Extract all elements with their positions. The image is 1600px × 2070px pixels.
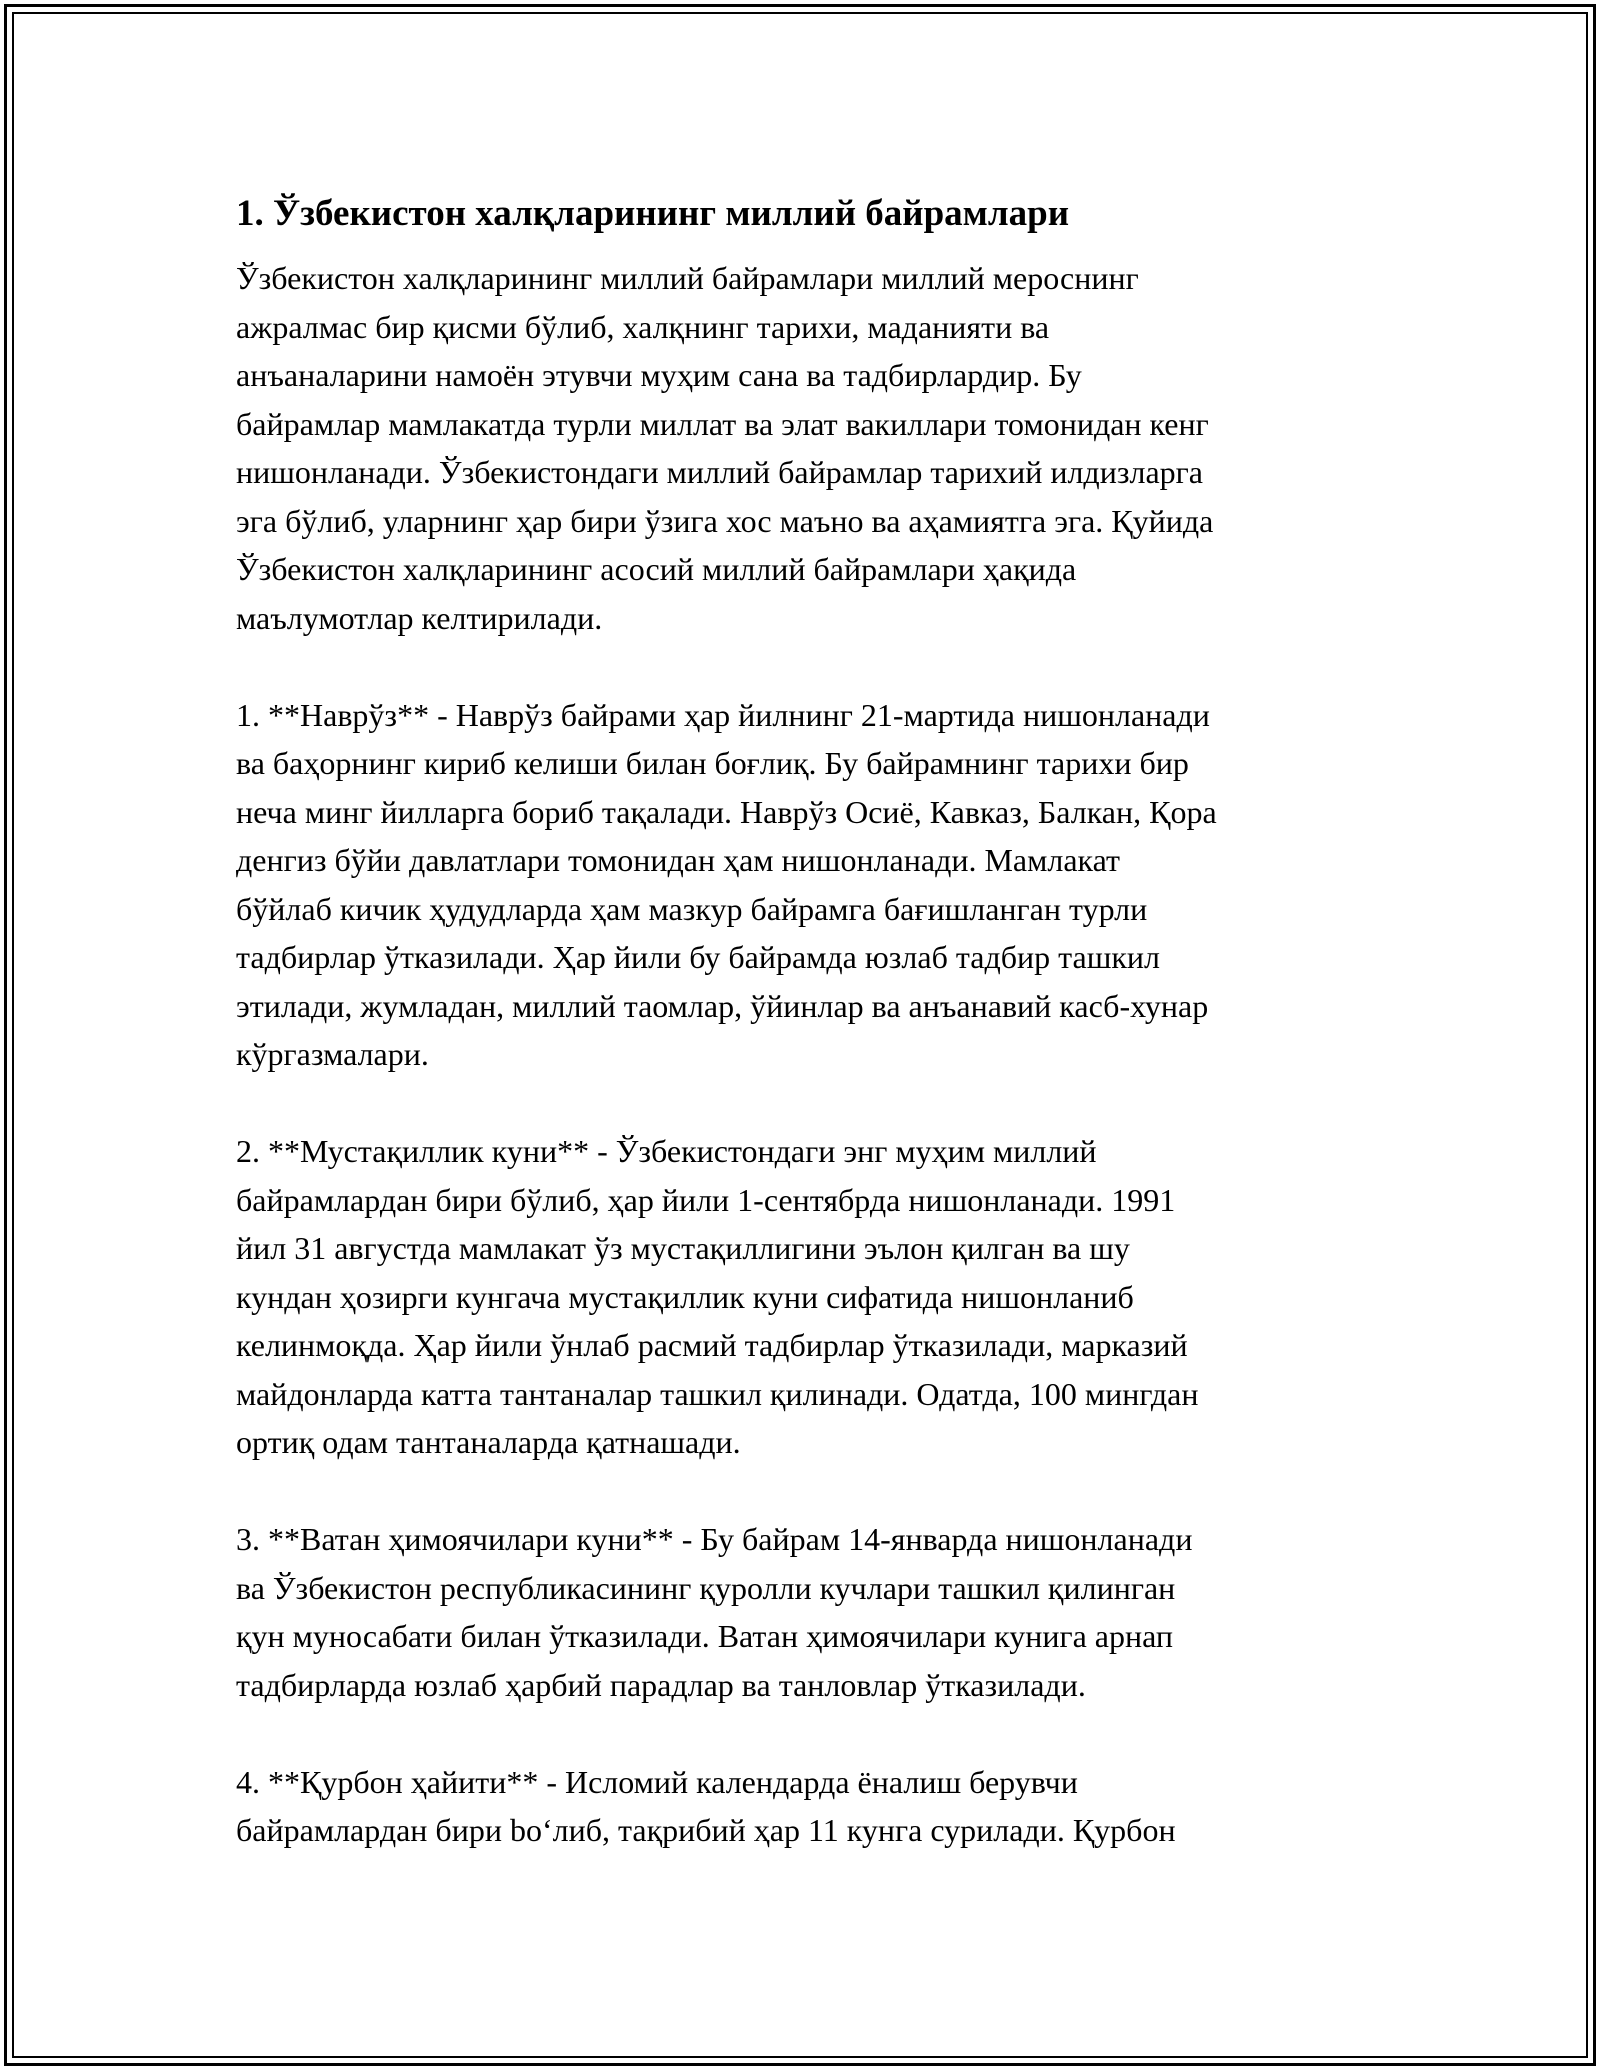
text-line: келинмоқда. Ҳар йили ўнлаб расмий тадбирлар ўтказилади, марказий [236,1327,1188,1363]
text-line: кундан ҳозирги кунгача мустақиллик куни сифатида нишонланиб [236,1278,1134,1315]
document-body [236,186,1366,1903]
text-line: 1. **Наврўз** - Наврўз байрами ҳар йилнинг 21-мартида нишонланади [236,696,1210,733]
text-line: Ўзбекистон халқларининг миллий байрамлари миллий мероснинг [236,260,1139,296]
text-line: анъаналарини намоён этувчи муҳим сана ва тадбирлардир. Бу [236,357,1082,393]
text-line: ва баҳорнинг кириб келиши билан боғлиқ. Бу байрамнинг тарихи бир [236,745,1189,781]
text-line: қун муносабати билан ўтказилади. Ватан ҳимоячилари кунига арнап [236,1618,1174,1654]
text-line: йил 31 августда мамлакат ўз мустақиллигини эълон қилган ва шу [236,1230,1130,1266]
defenders-day-paragraph [236,1515,1366,1709]
text-line: 2. **Мустақиллик куни** - Ўзбекистондаги энг муҳим миллий [236,1133,1097,1169]
text-line: байрамлардан бири бўлиб, ҳар йили 1-сентябрда нишонланади. 1991 [236,1181,1176,1218]
text-line: нишонланади. Ўзбекистондаги миллий байрамлар тарихий илдизларга [236,454,1203,490]
text-line: байрамлардан бири bo‘либ, тақрибий ҳар 11 кунга сурилади. Қурбон [236,1812,1176,1848]
text-line: эга бўлиб, уларнинг ҳар бири ўзига хос маъно ва аҳамиятга эга. Қуйида [236,502,1214,539]
text-line: тадбирларда юзлаб ҳарбий парадлар ва танловлар ўтказилади. [236,1666,1086,1703]
text-line: байрамлар мамлакатда турли миллат ва элат вакиллари томонидан кенг [236,405,1209,442]
text-line: ажралмас бир қисми бўлиб, халқнинг тарихи, маданияти ва [236,308,1050,345]
text-line: Ўзбекистон халқларининг асосий миллий байрамлари ҳақида [236,551,1077,587]
text-line: маълумотлар келтирилади. [236,599,603,636]
text-line: 3. **Ватан ҳимоячилари куни** - Бу байрам 14-январда нишонланади [236,1521,1193,1557]
independence-day-paragraph [236,1127,1366,1467]
kurban-hayit-paragraph [236,1758,1366,1855]
text-line: денгиз бўйи давлатлари томонидан ҳам нишонланади. Мамлакат [236,842,1120,878]
text-line: ортиқ одам тантаналарда қатнашади. [236,1424,741,1460]
text-line: кўргазмалари. [236,1036,429,1072]
text-line: 4. **Қурбон ҳайити** - Исломий календарда ёналиш берувчи [236,1763,1078,1800]
text-line: тадбирлар ўтказилади. Ҳар йили бу байрамда юзлаб тадбир ташкил [236,939,1160,975]
text-line: неча минг йилларга бориб тақалади. Наврўз Осиё, Кавказ, Балкан, Қора [236,793,1217,830]
text-line: этилади, жумладан, миллий таомлар, ўйинлар ва анъанавий касб-хунар [236,987,1209,1024]
navruz-paragraph [236,691,1366,1079]
text-line: ва Ўзбекистон республикасининг қуролли кучлари ташкил қилинган [236,1569,1176,1606]
text-line: майдонларда катта тантаналар ташкил қилинади. Одатда, 100 мингдан [236,1375,1199,1412]
section-heading: 1. Ўзбекистон халқларининг миллий байрамлари [236,193,1070,234]
text-line: бўйлаб кичик ҳудудларда ҳам мазкур байрамга бағишланган турли [236,890,1148,927]
intro-paragraph [236,254,1366,642]
